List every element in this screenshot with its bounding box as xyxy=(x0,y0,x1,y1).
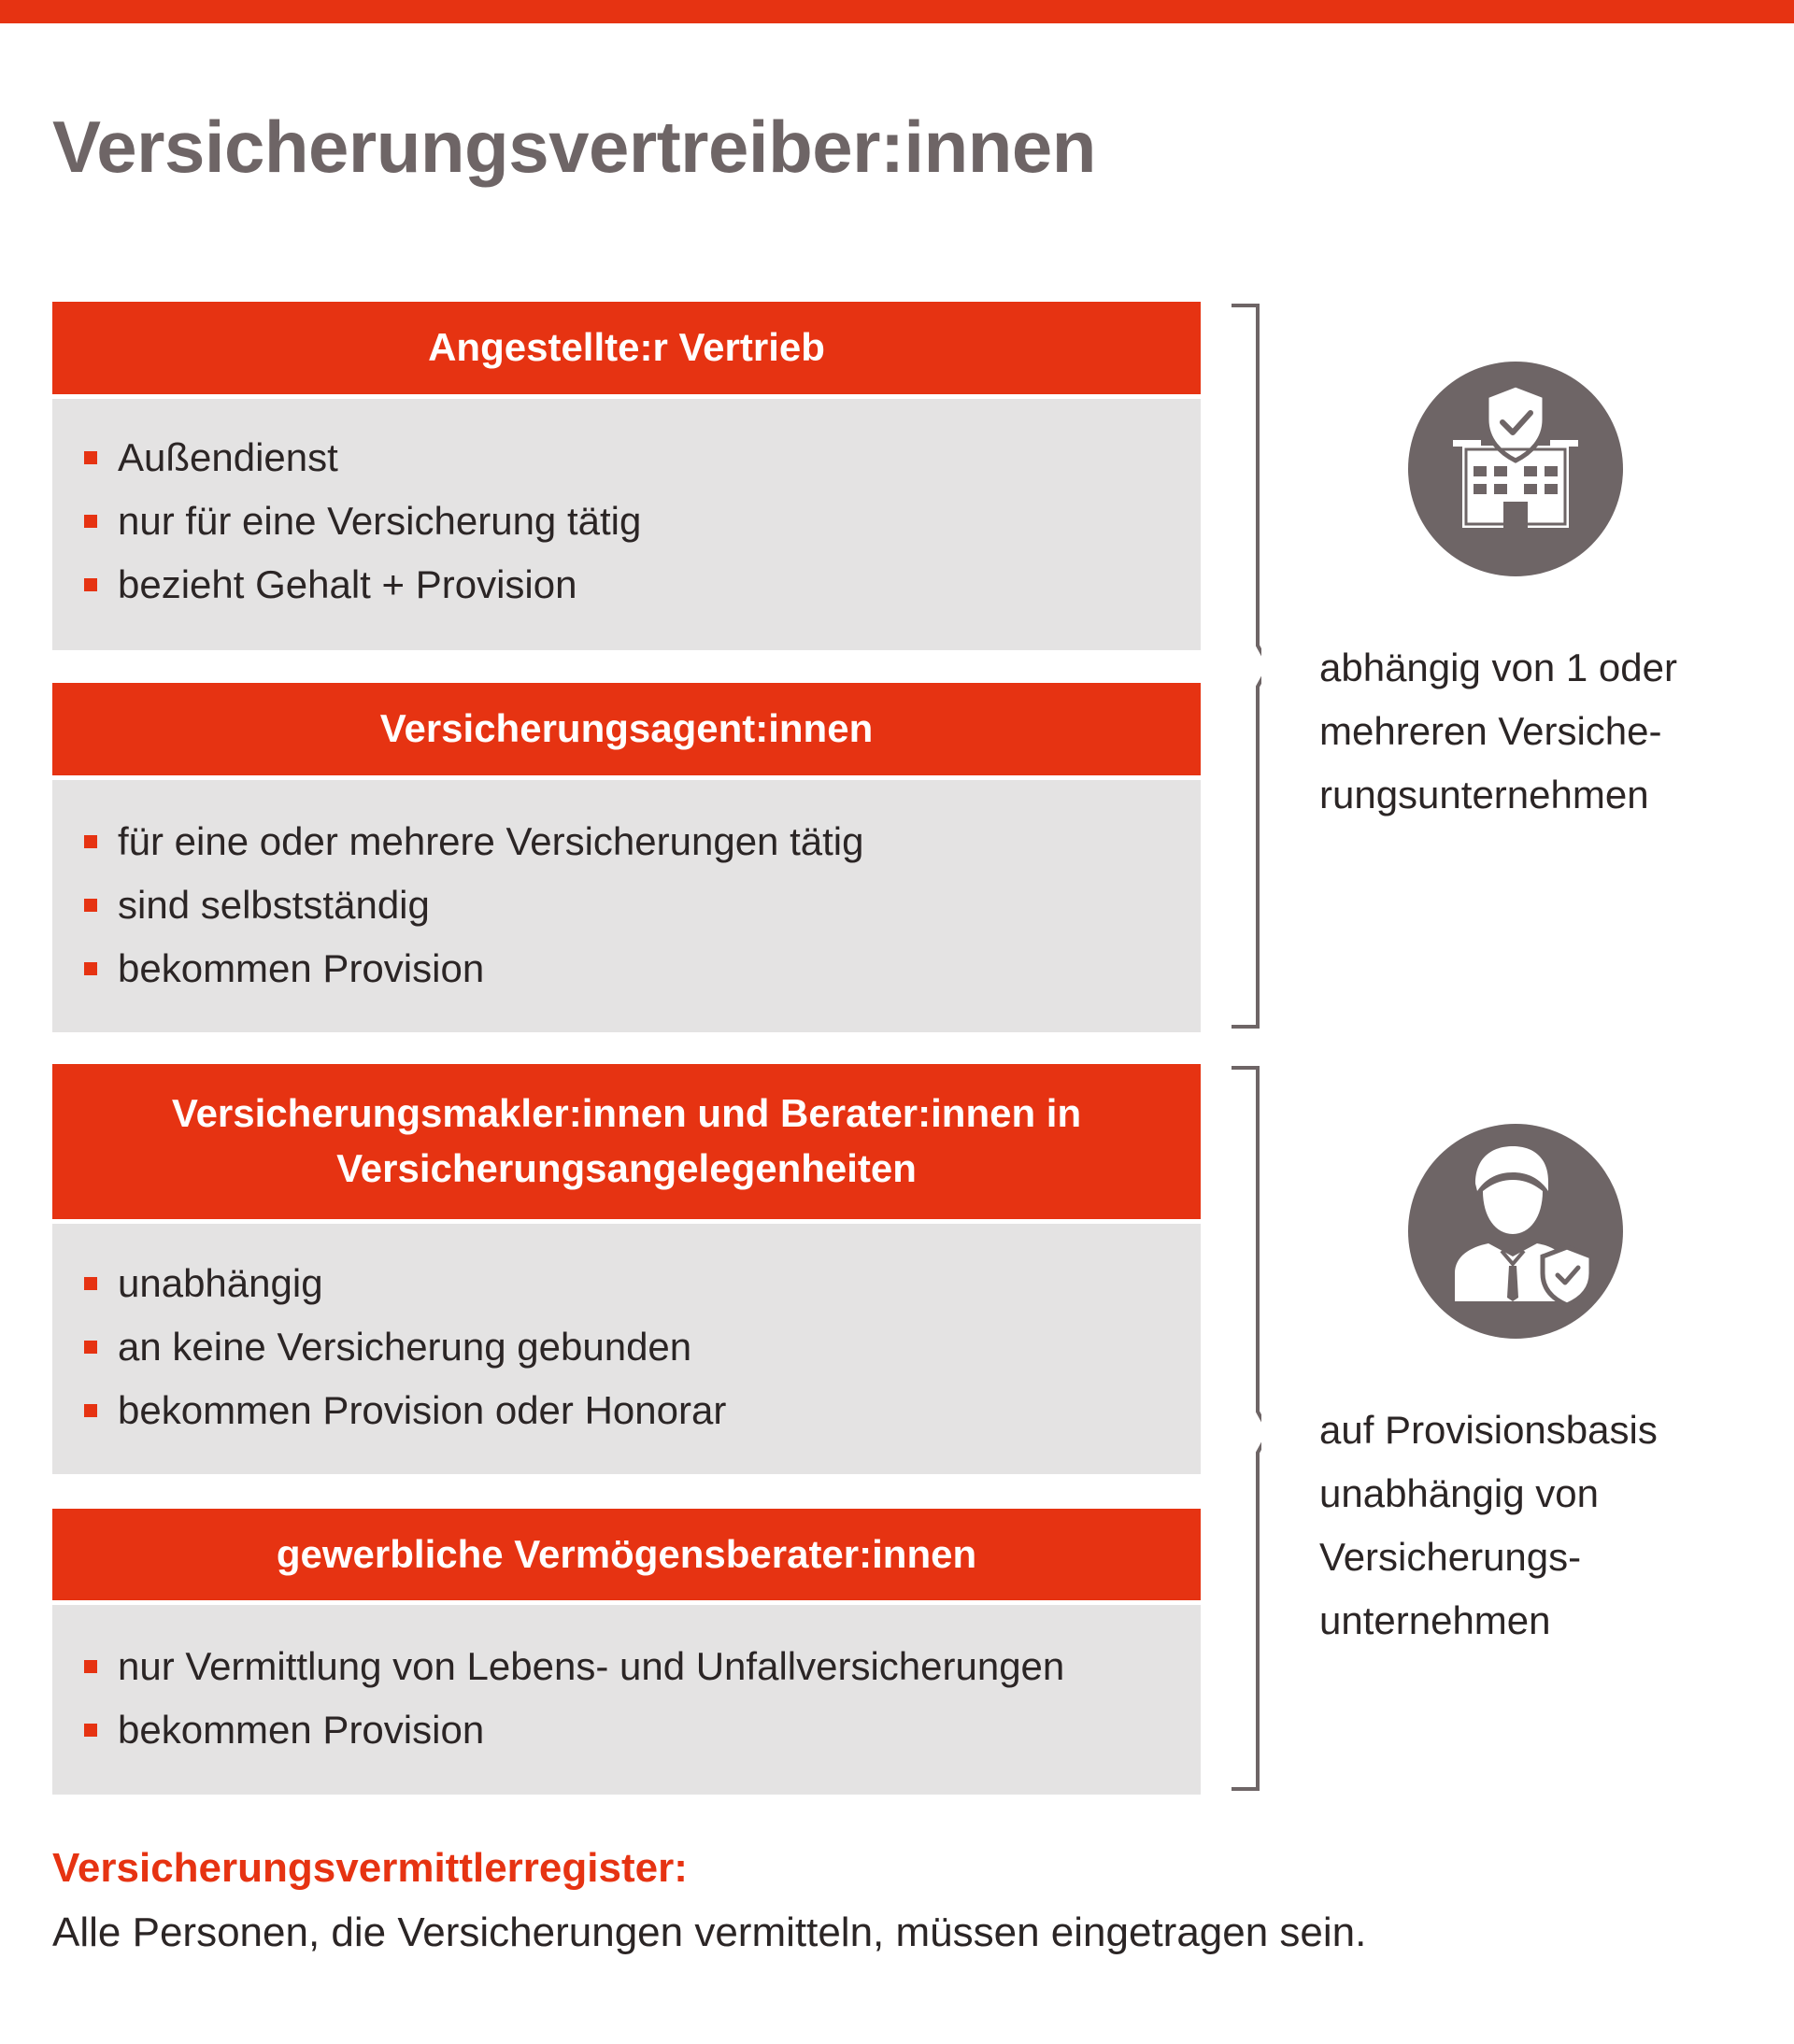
list-item: für eine oder mehrere Versicherungen tätig xyxy=(84,810,1201,873)
card-versicherungsmakler xyxy=(52,1064,1201,1474)
bullet-square-icon xyxy=(84,899,97,912)
card-header: Versicherungsmakler:innen und Berater:innen in Versicherungsangelegenheiten xyxy=(52,1064,1201,1219)
bullet-square-icon xyxy=(84,1660,97,1673)
curly-bracket-icon xyxy=(1224,302,1261,1030)
note-line: unternehmen xyxy=(1319,1598,1551,1642)
top-accent-bar xyxy=(0,0,1794,23)
bullet-square-icon xyxy=(84,451,97,464)
list-item: an keine Versicherung gebunden xyxy=(84,1315,1201,1379)
bullet-square-icon xyxy=(84,1724,97,1737)
page-title: Versicherungsvertreiber:innen xyxy=(52,106,1096,188)
card-header: Angestellte:r Vertrieb xyxy=(52,302,1201,394)
note-line: unabhängig von xyxy=(1319,1471,1599,1515)
note-line: Versicherungs- xyxy=(1319,1535,1582,1579)
list-item: nur Vermittlung von Lebens- und Unfallversicherungen xyxy=(84,1635,1201,1698)
bullet-square-icon xyxy=(84,1404,97,1417)
independent-advisor-icon xyxy=(1408,1124,1623,1339)
insurance-building-icon xyxy=(1408,362,1623,576)
list-item: nur für eine Versicherung tätig xyxy=(84,490,1201,553)
curly-bracket-icon xyxy=(1224,1064,1261,1793)
card-body xyxy=(52,780,1201,1032)
list-item: sind selbstständig xyxy=(84,873,1201,937)
bullet-square-icon xyxy=(84,835,97,848)
card-gewerbliche-vermoegensberater xyxy=(52,1509,1201,1795)
list-item: unabhängig xyxy=(84,1252,1201,1315)
register-title: Versicherungsvermittlerregister: xyxy=(52,1845,688,1891)
list-item: bezieht Gehalt + Provision xyxy=(84,553,1201,617)
card-header: Versicherungsagent:innen xyxy=(52,683,1201,775)
group-note-dependent xyxy=(1319,636,1677,827)
bullet-square-icon xyxy=(84,515,97,528)
list-item: bekommen Provision oder Honorar xyxy=(84,1379,1201,1442)
list-item: Außendienst xyxy=(84,426,1201,490)
note-line: abhängig von 1 oder xyxy=(1319,646,1677,689)
bullet-list xyxy=(84,1252,1201,1442)
bullet-square-icon xyxy=(84,578,97,591)
note-line: mehreren Versiche- xyxy=(1319,709,1662,753)
list-item: bekommen Provision xyxy=(84,937,1201,1001)
bullet-list xyxy=(84,810,1201,1001)
group-note-independent xyxy=(1319,1398,1658,1653)
bullet-square-icon xyxy=(84,1341,97,1354)
bullet-list xyxy=(84,426,1201,617)
note-line: auf Provisionsbasis xyxy=(1319,1408,1658,1452)
register-text: Alle Personen, die Versicherungen vermitteln, müssen eingetragen sein. xyxy=(52,1909,1367,1955)
note-line: rungsunternehmen xyxy=(1319,773,1649,816)
card-body xyxy=(52,1605,1201,1795)
card-body xyxy=(52,399,1201,650)
card-body xyxy=(52,1224,1201,1474)
bullet-square-icon xyxy=(84,1277,97,1290)
bullet-square-icon xyxy=(84,962,97,975)
bullet-list xyxy=(84,1635,1201,1762)
card-versicherungsagenten xyxy=(52,683,1201,1032)
card-header: gewerbliche Vermögensberater:innen xyxy=(52,1509,1201,1600)
list-item: bekommen Provision xyxy=(84,1698,1201,1762)
card-angestellter-vertrieb xyxy=(52,302,1201,650)
